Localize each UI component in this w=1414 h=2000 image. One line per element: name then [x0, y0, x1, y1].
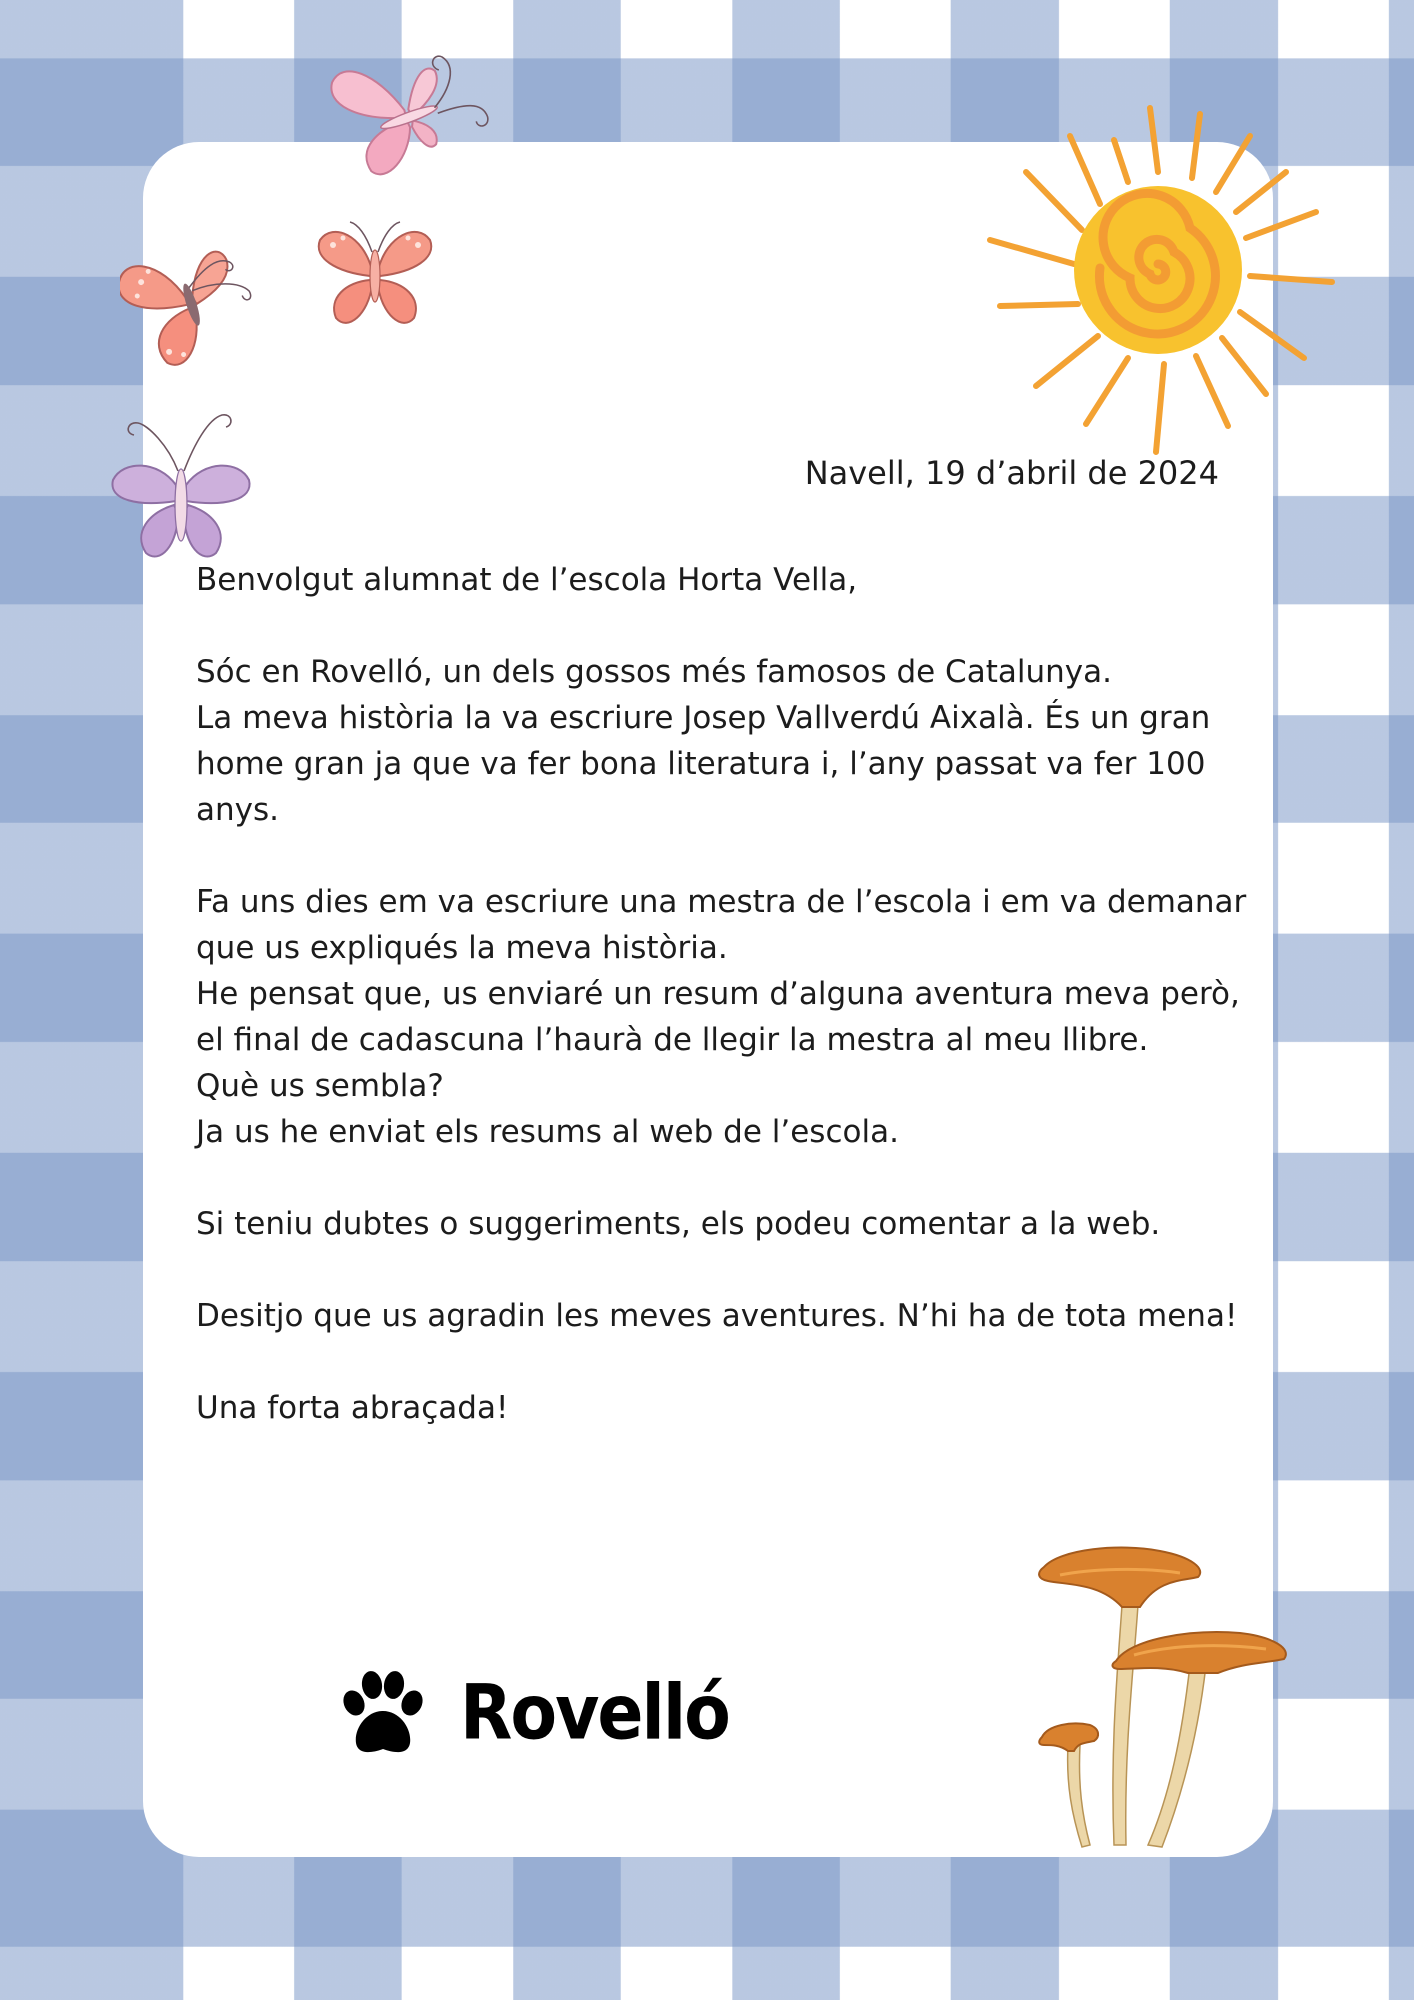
butterfly-coral-icon — [308, 210, 443, 335]
paragraph-closing — [196, 1385, 1236, 1431]
paragraph-intro — [196, 649, 1236, 833]
signature — [336, 1668, 729, 1758]
letter-body — [196, 557, 1247, 1477]
text-line: el final de cadascuna l’haurà de llegir la mestra al meu llibre. — [196, 1022, 1149, 1058]
butterfly-pink-icon — [325, 38, 500, 183]
letter-date: Navell, 19 d’abril de 2024 — [804, 454, 1219, 492]
text-line: Fa uns dies em va escriure una mestra de l’escola i em va demanar — [196, 884, 1247, 920]
text-line: que us expliqués la meva història. — [196, 930, 728, 966]
text-line: Què us sembla? — [196, 1068, 444, 1104]
greeting — [196, 557, 1236, 603]
paragraph-wish — [196, 1293, 1236, 1339]
mushrooms-icon — [1030, 1545, 1295, 1865]
text-line: He pensat que, us enviaré un resum d’alguna aventura meva però, — [196, 976, 1240, 1012]
text-line: Una forta abraçada! — [196, 1390, 509, 1426]
signature-name: Rovelló — [460, 1668, 729, 1758]
paragraph-request — [196, 879, 1247, 1155]
text-line: Desitjo que us agradin les meves aventures. N’hi ha de tota mena! — [196, 1298, 1238, 1334]
butterfly-coral-icon — [120, 228, 270, 373]
text-line: Sóc en Rovelló, un dels gossos més famosos de Catalunya. — [196, 654, 1112, 690]
paw-icon — [336, 1669, 430, 1757]
text-line: Si teniu dubtes o suggeriments, els podeu comentar a la web. — [196, 1206, 1161, 1242]
text-line: home gran ja que va fer bona literatura i, l’any passat va fer 100 — [196, 746, 1206, 782]
text-line: Ja us he enviat els resums al web de l’escola. — [196, 1114, 899, 1150]
paragraph-questions — [196, 1201, 1236, 1247]
butterfly-purple-icon — [108, 405, 253, 570]
sun-icon — [978, 100, 1338, 460]
greeting-line: Benvolgut alumnat de l’escola Horta Vella, — [196, 562, 858, 598]
text-line: anys. — [196, 792, 279, 828]
text-line: La meva història la va escriure Josep Vallverdú Aixalà. És un gran — [196, 700, 1211, 736]
